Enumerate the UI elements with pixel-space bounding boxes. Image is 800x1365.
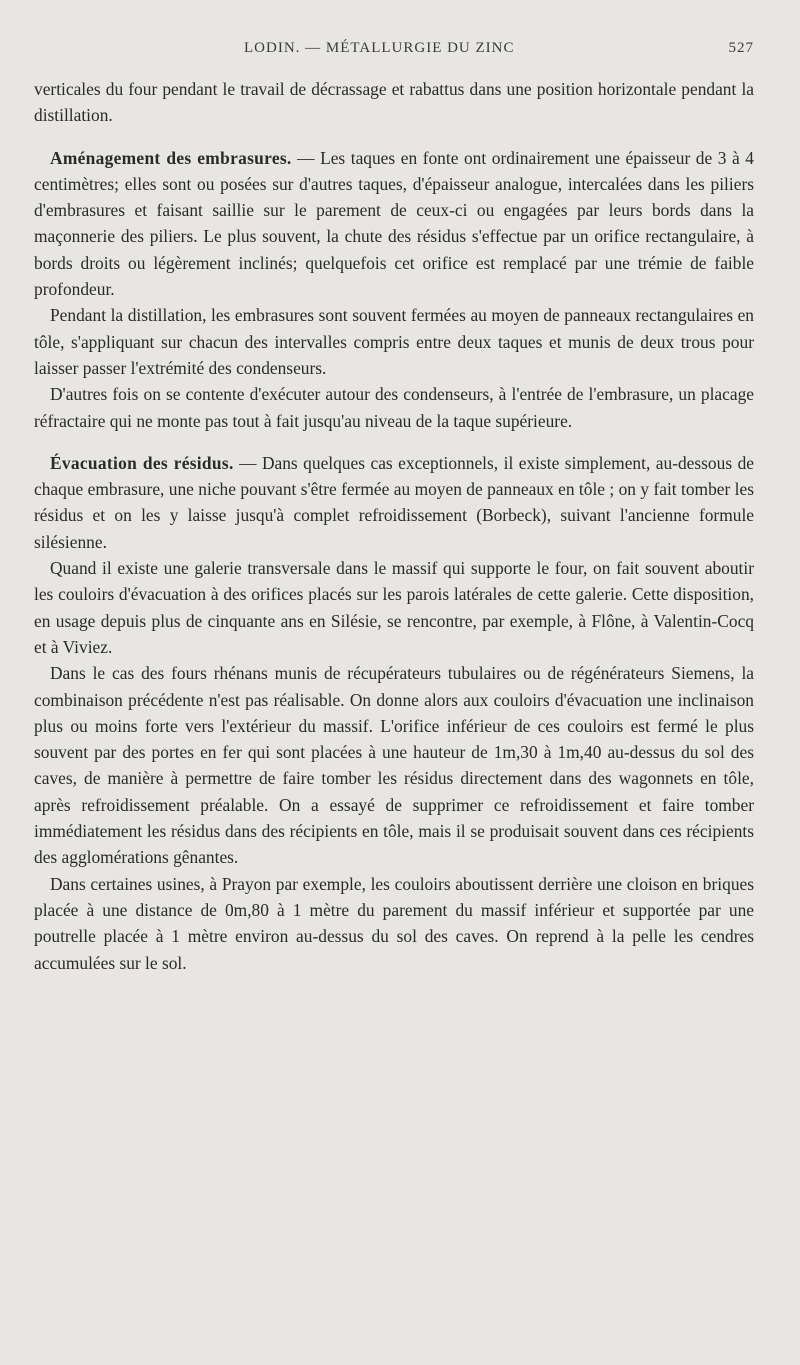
- section-heading-evacuation: Évacuation des résidus.: [50, 452, 234, 473]
- paragraph-continuation: [34, 76, 754, 129]
- section-heading-amenagement: Aménagement des embrasures.: [50, 147, 292, 168]
- page-number: 527: [728, 40, 754, 56]
- paragraph-text: Quand il existe une galerie transversale dans le massif qui supporte le four, on fait souvent aboutir les couloirs d'évacuation à des orifices placés sur les parois latérales de cette galerie. Cette disposition, en usage depuis plus de cinquante ans en Silésie, se rencontre, par exemple, à Flône, à Valentin-Cocq et à Viviez.: [34, 558, 754, 657]
- paragraph-text: Dans certaines usines, à Prayon par exemple, les couloirs aboutissent derrière une cloison en briques placée à une distance de 0m,80 à 1 mètre du parement du massif inférieur et supportée par une poutrelle placée à 1 mètre environ au-dessus du sol des caves. On reprend à la pelle les cendres accumulées sur le sol.: [34, 873, 754, 973]
- body-text: [34, 76, 754, 976]
- paragraph-fours-rhenans: [34, 660, 754, 870]
- paragraph-amenagement: [34, 145, 754, 303]
- paragraph-text: — Les taques en fonte ont ordinairement une épaisseur de 3 à 4 centimètres; elles sont ou posées sur d'autres taques, d'épaisseur analogue, intercalées dans les piliers d'embrasures et faisant saillie sur le parement de ceux-ci ou engagées par leurs bords dans la maçonnerie des piliers. Le plus souvent, la chute des résidus s'effectue par un orifice rectangulaire, à bords droits ou légèrement inclinés; quelquefois cet orifice est remplacé par une trémie de faible profondeur.: [34, 147, 754, 300]
- paragraph-placage: [34, 381, 754, 434]
- paragraph-distillation: [34, 302, 754, 381]
- paragraph-text: Pendant la distillation, les embrasures sont souvent fermées au moyen de panneaux rectangulaires en tôle, s'appliquant sur chacun des intervalles compris entre deux taques et munis de deux trous pour laisser passer l'extrémité des condenseurs.: [34, 305, 754, 378]
- running-header: [34, 40, 754, 76]
- paragraph-galerie: [34, 555, 754, 660]
- paragraph-text: Dans le cas des fours rhénans munis de récupérateurs tubulaires ou de régénérateurs Siemens, la combinaison précédente n'est pas réalisable. On donne alors aux couloirs d'évacuation une inclinaison plus ou moins forte vers l'extérieur du massif. L'orifice inférieur de ces couloirs est fermé le plus souvent par des portes en fer qui sont placées à une hauteur de 1m,30 à 1m,40 au-dessus du sol des caves, de manière à permettre de faire tomber les résidus directement dans des wagonnets en tôle, après refroidissement préalable. On a essayé de supprimer ce refroidissement et faire tomber immédiatement les résidus dans des récipients en tôle, mais il se produisait souvent dans ces récipients des agglomérations gênantes.: [34, 663, 754, 868]
- paragraph-text: — Dans quelques cas exceptionnels, il existe simplement, au-dessous de chaque embrasure, une niche pouvant s'être fermée au moyen de panneaux en tôle ; on y fait tomber les résidus et on les y laisse jusqu'à complet refroidissement (Borbeck), suivant l'ancienne formule silésienne.: [34, 452, 754, 552]
- paragraph-prayon: [34, 871, 754, 976]
- running-title: LODIN. — MÉTALLURGIE DU ZINC: [244, 40, 515, 56]
- paragraph-evacuation: [34, 450, 754, 555]
- paragraph-text: verticales du four pendant le travail de décrassage et rabattus dans une position horizontale pendant la distillation.: [34, 79, 754, 126]
- paragraph-text: D'autres fois on se contente d'exécuter autour des condenseurs, à l'entrée de l'embrasure, un placage réfractaire qui ne monte pas tout à fait jusqu'au niveau de la taque supérieure.: [34, 384, 754, 431]
